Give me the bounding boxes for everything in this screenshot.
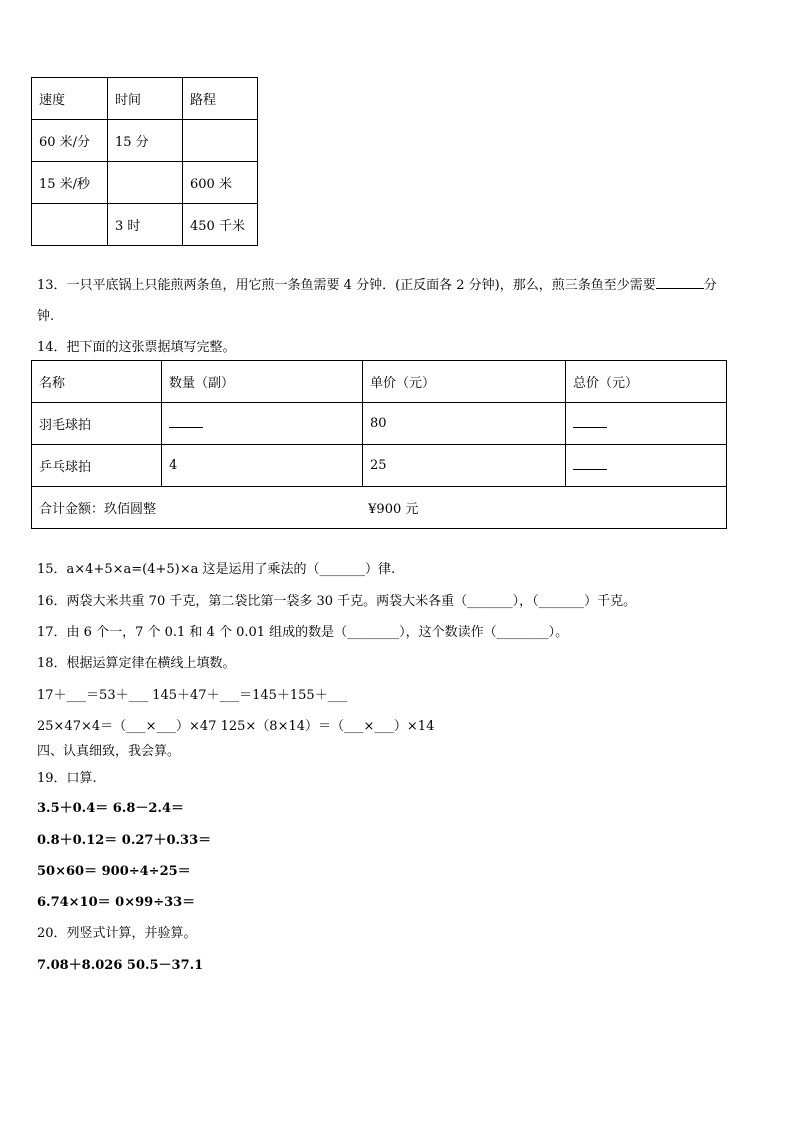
question-17: 17．由 6 个一，7 个 0.1 和 4 个 0.01 组成的数是（________），这个数读作（________）。 — [37, 625, 569, 640]
table-header-row — [32, 78, 258, 120]
oral-calc-line: 50×60＝ 900÷4÷25＝ — [37, 864, 191, 879]
question-13-text: 13．一只平底锅上只能煎两条鱼，用它煎一条鱼需要 4 分钟．(正反面各 2 分钟)，那么，煎三条鱼至少需要 — [37, 278, 656, 293]
table-cell: 4 — [162, 445, 363, 487]
table-cell-blank[interactable] — [162, 403, 363, 445]
table-row — [32, 445, 727, 487]
answer-blank[interactable] — [169, 415, 203, 428]
table-cell: 80 — [363, 403, 566, 445]
table-cell: 羽毛球拍 — [32, 403, 162, 445]
oral-calc-line: 3.5＋0.4＝ 6.8－2.4＝ — [37, 801, 184, 816]
question-13-cont: 钟. — [37, 309, 55, 324]
table-cell-blank[interactable] — [32, 204, 108, 246]
table-cell: 乒乓球拍 — [32, 445, 162, 487]
table-header-cell: 名称 — [32, 361, 162, 403]
answer-blank[interactable] — [573, 415, 607, 428]
table-cell-blank[interactable] — [108, 162, 183, 204]
table-cell: 15 分 — [108, 120, 183, 162]
question-16: 16．两袋大米共重 70 千克，第二袋比第一袋多 30 千克。两袋大米各重（_______），（_______）千克。 — [37, 594, 637, 609]
table-cell-blank[interactable] — [566, 445, 727, 487]
table-cell-blank[interactable] — [566, 403, 727, 445]
table-header-cell: 路程 — [183, 78, 258, 120]
table-header-cell: 时间 — [108, 78, 183, 120]
answer-blank[interactable] — [573, 457, 607, 470]
vertical-calc-line: 7.08＋8.026 50.5－37.1 — [37, 958, 204, 973]
oral-calc-line: 6.74×10＝ 0×99÷33＝ — [37, 895, 196, 910]
table-cell: 25 — [363, 445, 566, 487]
answer-blank[interactable] — [656, 276, 704, 289]
table-cell: 3 时 — [108, 204, 183, 246]
table-header-cell: 单价（元） — [363, 361, 566, 403]
oral-calc-line: 0.8＋0.12＝ 0.27＋0.33＝ — [37, 833, 212, 848]
table-cell: 600 米 — [183, 162, 258, 204]
section-heading: 四、认真细致，我会算。 — [37, 744, 181, 759]
table-row — [32, 204, 258, 246]
table-cell: 60 米/分 — [32, 120, 108, 162]
speed-time-distance-table — [31, 77, 258, 246]
table-row — [32, 120, 258, 162]
question-18-line-1: 17＋___＝53＋___ 145＋47＋___＝145＋155＋___ — [37, 688, 348, 703]
table-cell-blank[interactable] — [183, 120, 258, 162]
table-row — [32, 403, 727, 445]
total-value: ¥900 元 — [368, 502, 419, 517]
question-19: 19．口算. — [37, 771, 97, 786]
total-cell — [32, 487, 727, 529]
table-row — [32, 162, 258, 204]
total-label: 合计金额：玖佰圆整 — [39, 502, 157, 517]
table-header-row — [32, 361, 727, 403]
table-header-cell: 数量（副） — [162, 361, 363, 403]
table-cell: 450 千米 — [183, 204, 258, 246]
table-header-cell: 总价（元） — [566, 361, 727, 403]
question-13 — [37, 274, 717, 293]
table-cell: 15 米/秒 — [32, 162, 108, 204]
question-13-unit: 分 — [703, 278, 717, 293]
question-20: 20．列竖式计算，并验算。 — [37, 926, 197, 941]
table-header-cell: 速度 — [32, 78, 108, 120]
receipt-table — [31, 360, 727, 529]
question-18-line-2: 25×47×4＝（___×___）×47 125×（8×14）＝（___×___）×14 — [37, 719, 435, 734]
question-18: 18．根据运算定律在横线上填数。 — [37, 656, 236, 671]
question-14: 14．把下面的这张票据填写完整。 — [37, 340, 236, 355]
question-15: 15．a×4+5×a=(4+5)×a 这是运用了乘法的（_______）律. — [37, 562, 396, 577]
table-total-row — [32, 487, 727, 529]
